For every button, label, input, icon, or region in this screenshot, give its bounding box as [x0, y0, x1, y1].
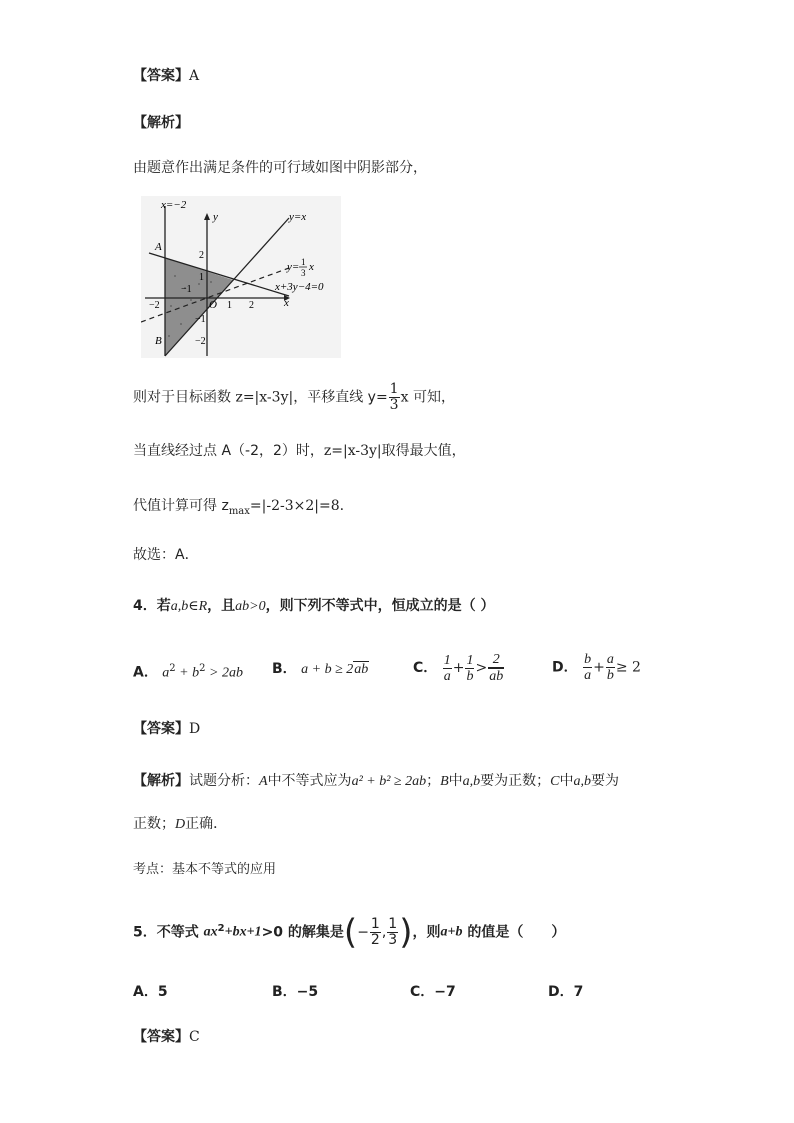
tick-y-2: 2 [199, 250, 204, 261]
q3-line1: 则对于目标函数 z=|x-3y|，平移直线 y= $\frac{1}{3}$ x 可知， [133, 381, 455, 413]
q3-line1-frac: $\frac{1}{3}$ [389, 381, 399, 413]
q4-analysis-line2: 正数；D正确． [133, 816, 228, 832]
q4-c-frac3: $\frac{2}{ab}$ [489, 652, 504, 684]
label-point-b: B [155, 335, 162, 347]
q4-stem: 4．若a,b∈R，且ab>0，则下列不等式中，恒成立的是（ ） [133, 598, 495, 614]
q5-option-d[interactable]: D．7 [548, 984, 584, 1000]
tick-x-2: 2 [249, 300, 254, 311]
q3-analysis-tag: 【解析】 [133, 115, 189, 131]
q3-line3: 代值计算可得 $z_{max}=|-2-3\times 2|=8$. [133, 498, 345, 517]
label-line-c: x+3y−4=0 [275, 281, 324, 293]
tick-x-1: 1 [227, 300, 232, 311]
q3-answer: 【答案】A [133, 68, 200, 84]
q5-option-a[interactable]: A．5 [133, 984, 168, 1000]
tick-y-1: 1 [199, 272, 204, 283]
feasible-region-graph [141, 196, 341, 358]
sqrt-ab: ab [354, 662, 369, 677]
q5-answer: 【答案】C [133, 1029, 200, 1045]
q3-conclusion: 故选：A． [133, 547, 199, 563]
q4-analysis-line1: 【解析】试题分析：A中不等式应为a² + b² ≥ 2ab；B中a,b要为正数；C中a,b要为 [133, 773, 619, 789]
q3-intro: 由题意作出满足条件的可行域如图中阴影部分， [133, 160, 427, 176]
q4-d-frac2: $\frac{a}{b}$ [606, 652, 614, 683]
label-point-a: A [155, 241, 162, 253]
q5-option-b[interactable]: B．−5 [272, 984, 319, 1000]
label-line-third-prefix: y= [287, 261, 300, 273]
q5-frac2: $\frac{1}{3}$ [388, 916, 398, 949]
q4-answer: 【答案】D [133, 721, 201, 737]
label-line-third-num: 1 [301, 257, 306, 267]
label-origin: O [209, 299, 217, 311]
q4-c-frac1: $\frac{1}{a}$ [443, 652, 451, 684]
q4-d-frac1: $\frac{b}{a}$ [584, 652, 592, 683]
tick-y-m2: −2 [195, 336, 206, 347]
q4-option-b[interactable]: B． a + b ≥ 2ab [272, 661, 369, 677]
q4-option-a[interactable]: A． $a^2 + b^2 > 2ab$ [133, 663, 243, 681]
q4-c-frac2: $\frac{1}{b}$ [466, 652, 474, 684]
label-line-third-var: x [309, 261, 314, 273]
q4-option-d[interactable]: D． $\frac{b}{a}$ + $\frac{a}{b}$ ≥ 2 [552, 652, 641, 683]
q4-kaodian: 考点：基本不等式的应用 [133, 862, 277, 877]
label-y-axis: y [213, 211, 218, 223]
q5-stem: 5．不等式 $ax^2+bx+1>0$ 的解集是(− $\frac{1}{2}$ , $\frac{1}{3}$ )，则a+b 的值是（ ） [133, 912, 566, 953]
q3-line2: 当直线经过点 A（-2，2）时，z=|x-3y|取得最大值， [133, 443, 466, 459]
label-line-third-den: 3 [301, 268, 306, 278]
tick-x-m1: −1 [181, 284, 192, 295]
tick-y-m1: −1 [195, 314, 206, 325]
q5-frac1: $\frac{1}{2}$ [370, 916, 380, 949]
label-vline: x=−2 [161, 199, 187, 211]
q5-option-c[interactable]: C．−7 [410, 984, 456, 1000]
q4-option-c[interactable]: C． $\frac{1}{a}$ + $\frac{1}{b}$ > $\frac{2}{ab}$ [413, 652, 504, 684]
tick-x-m2: −2 [149, 300, 160, 311]
label-x-axis: x [284, 297, 289, 309]
label-line-yx: y=x [289, 211, 307, 223]
